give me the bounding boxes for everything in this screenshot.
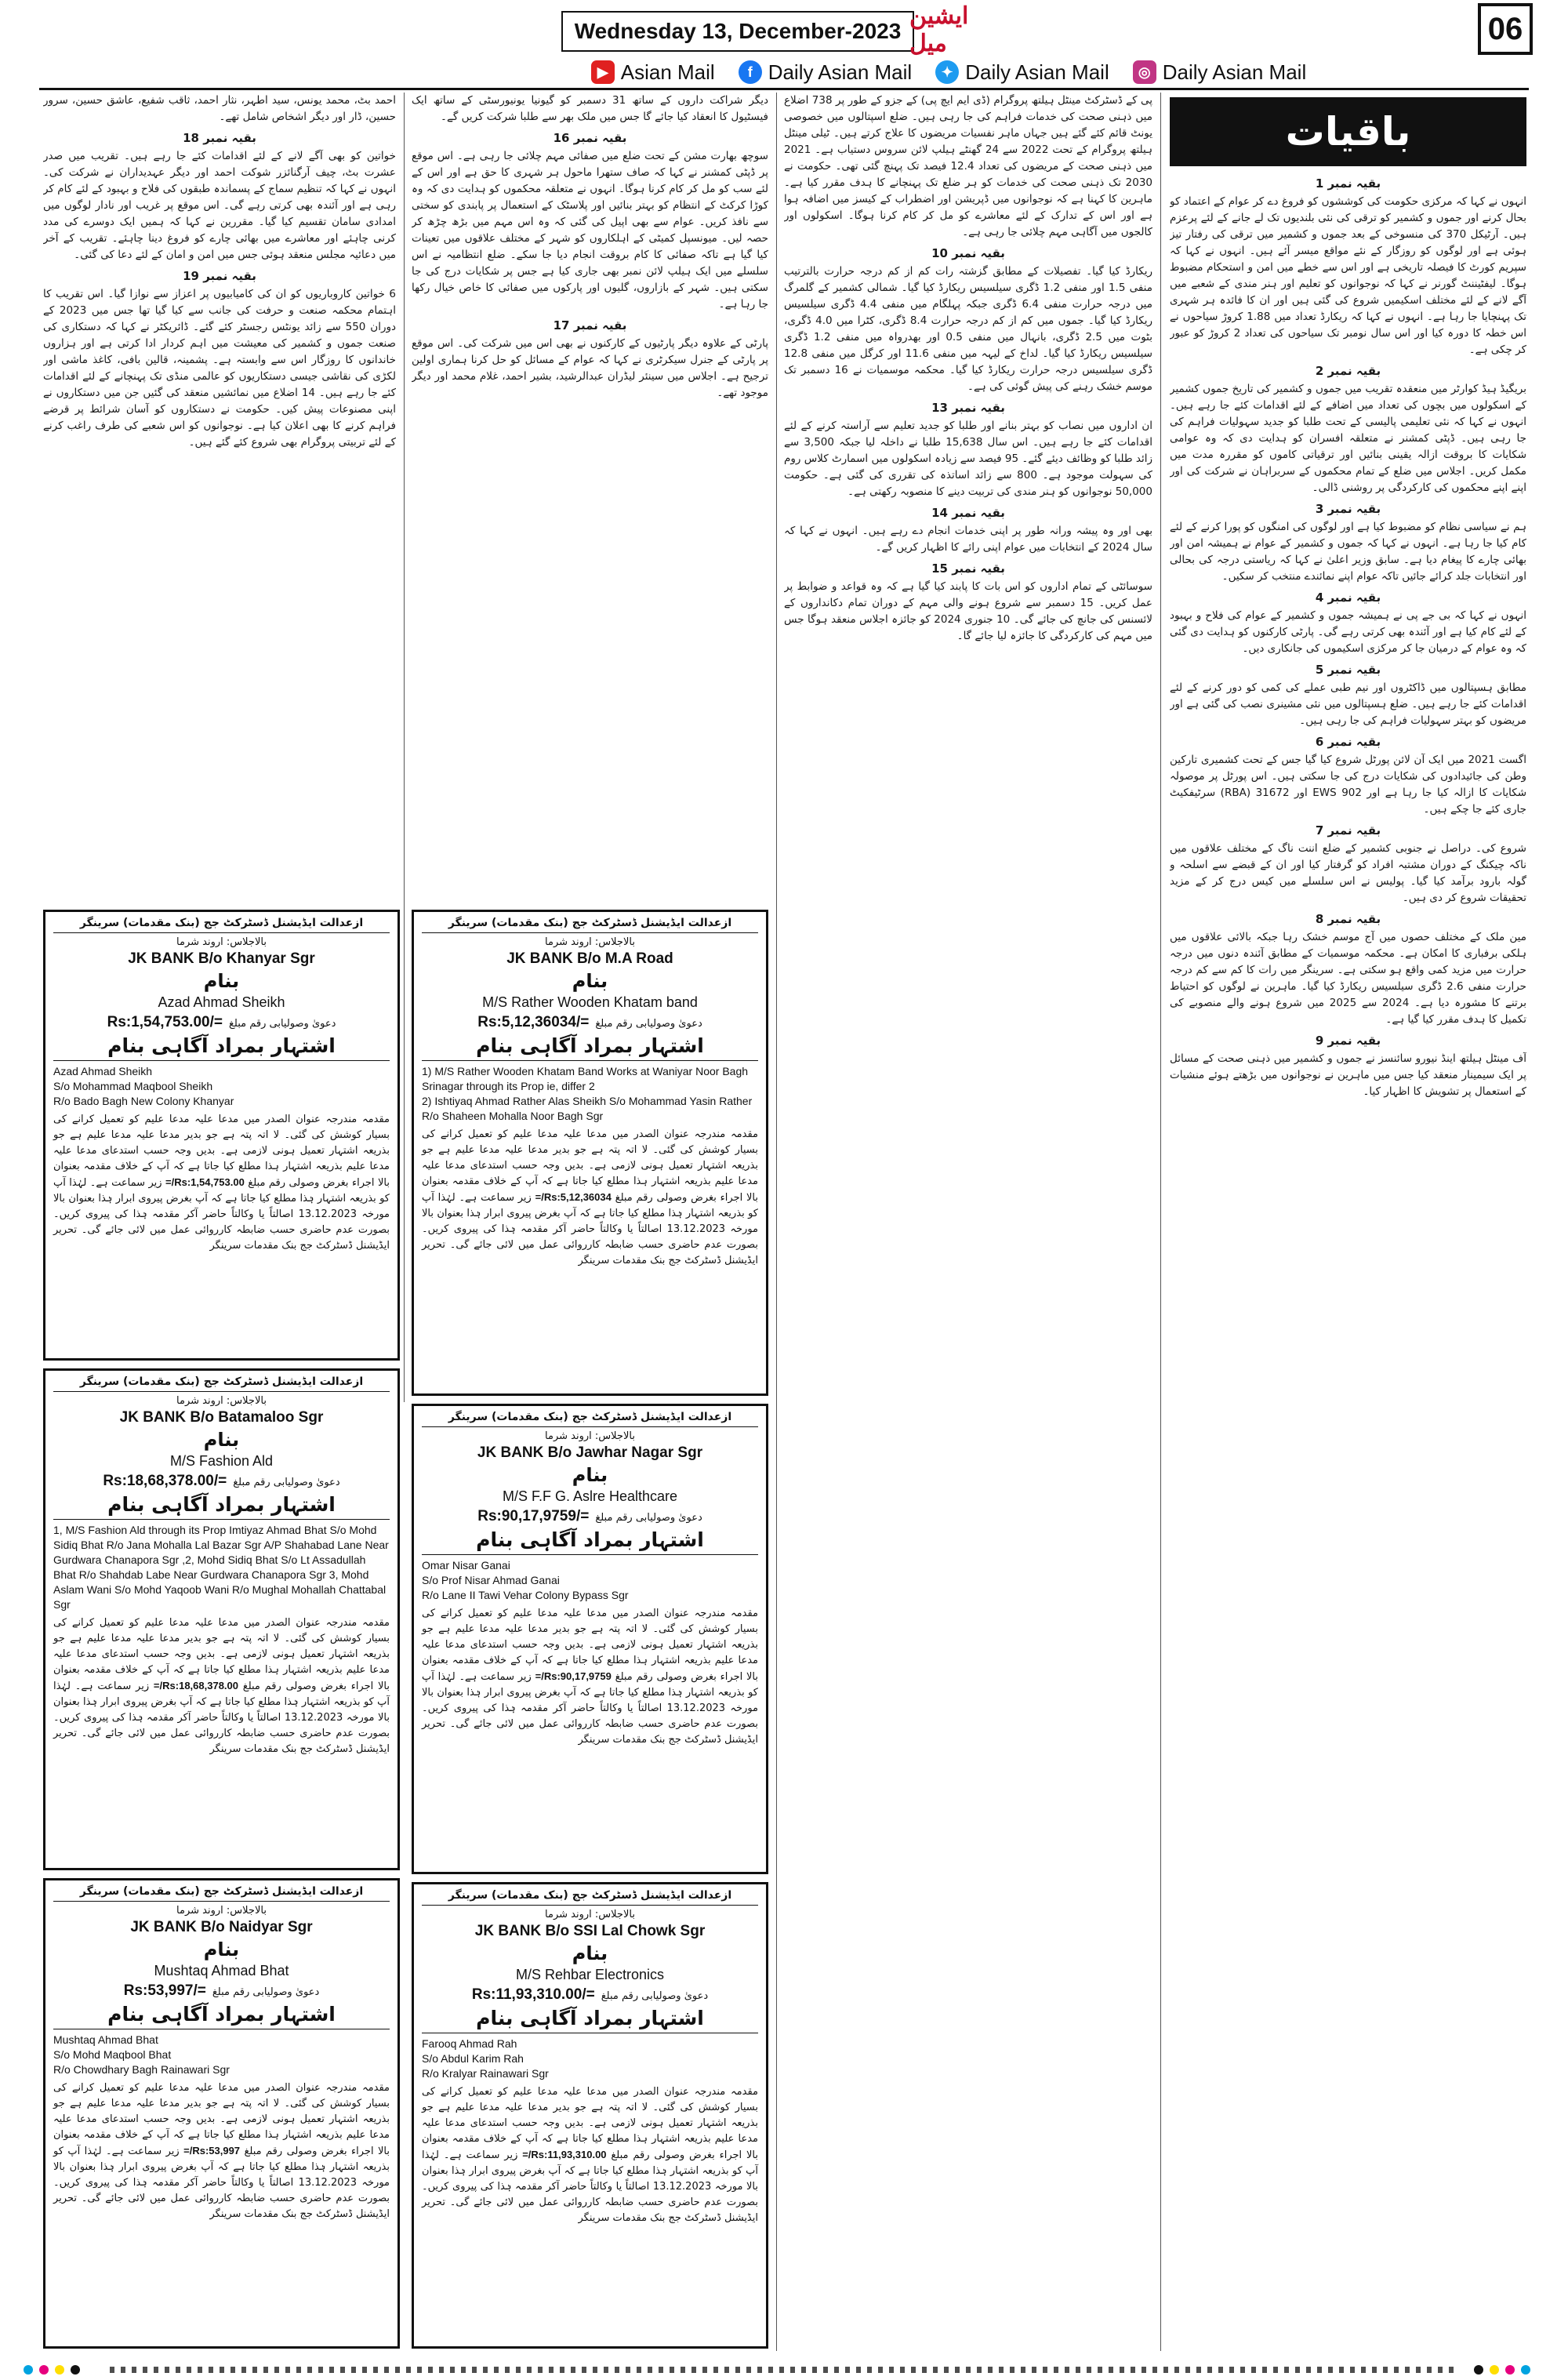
print-registration-strip <box>0 2359 1568 2380</box>
notice-claim-label: دعویٰ وصولیابی رقم مبلغ <box>212 1986 320 1998</box>
social-label: Asian Mail <box>620 60 715 84</box>
notice-body-text: مقدمہ مندرجہ عنوان الصدر میں مدعا علیہ مدعا علیم کو تعمیل کرانے کی بسیار کوشش کی گئی۔ لا اتہ پتہ ہے جو بدیر مدعا علیہ مدعا علیم ہے جو بذریعہ اشتہار تعمیل ہونی لازمی ہے۔ بدیں وجہ حسب استدعای مدعا علیہ مدعا علیم بذریعہ اشتہار ہذا مطلع کیا جاتا ہے کہ آپ کے خلاف مقدمہ بعنوان بالا اجراء بغرض وصولی رقم مبلغ <box>422 1608 758 1683</box>
notice-plaintiff: JK BANK B/o Naidyar Sgr <box>130 1919 313 1935</box>
notice-court: ازعدالت ایڈیشنل ڈسٹرکٹ جج (بنک مقدمات) سرینگر <box>422 1411 758 1427</box>
registration-mark <box>55 2365 64 2375</box>
notice-plaintiff: JK BANK B/o Jawhar Nagar Sgr <box>477 1444 703 1461</box>
notice-body <box>422 1606 758 1748</box>
column-4 <box>43 93 396 900</box>
page-number: 06 <box>1478 3 1533 55</box>
notice-plaintiff: JK BANK B/o Khanyar Sgr <box>128 950 315 967</box>
court-notice <box>412 910 768 1396</box>
article-text: ان اداروں میں نصاب کو بہتر بنانے اور طلبا کو جدید تعلیم سے آراستہ کرنے کے لئے اقدامات کئے جا رہے ہیں۔ اس سال 15,638 طلبا نے داخلہ لیا جبکہ 3,500 سے زائد طلبا کو وظائف دیئے گئے۔ 95 فیصد سے زیادہ اسکولوں میں اسمارٹ کلاس روم کی سہولت موجود ہے۔ 800 سے زائد اساتذہ کی تقرری کی گئی ہے۔ حکومت 50,000 نوجوانوں کو ہنر مندی کی تربیت دینے کا منصوبہ رکھتی ہے۔ <box>784 420 1152 498</box>
registration-mark <box>1474 2365 1483 2375</box>
masthead <box>0 0 1568 94</box>
notice-presiding: بالاجلاس: اروند شرما <box>176 1395 267 1407</box>
notice-address: Mushtaq Ahmad Bhat S/o Mohd Maqbool Bhat R/o Chowdhary Bagh Rainawari Sgr <box>53 2033 230 2076</box>
notice-claim-label: دعویٰ وصولیابی رقم مبلغ <box>595 1018 702 1030</box>
instagram-icon: ◎ <box>1133 60 1156 84</box>
notice-defendant: M/S Rehbar Electronics <box>515 1967 665 1982</box>
notice-amount: Rs:53,997/= <box>123 1982 206 1999</box>
notice-address: 1, M/S Fashion Ald through its Prop Imtiyaz Ahmad Bhat S/o Mohd Sidiq Bhat R/o Jana Mohalla Lal Bazar Sgr A/P Shahabad Lane Near Gurdwara Chanapora Sgr ,2, Mohd Sidiq Bhat S/o Lt Assadullah Bhat R/o Shahdab Labe Near Gurdwara Chanapora Sgr 3, Mohd Aslam Wani S/o Mohd Yaqoob Wani R/o Mughal Mohallah Chattabal Sgr <box>53 1524 389 1611</box>
notice-defendant: Mushtaq Ahmad Bhat <box>154 1963 289 1978</box>
column-divider <box>776 93 777 2351</box>
notice-amount: Rs:18,68,378.00/= <box>103 1473 227 1489</box>
notice-heading: اشتہار بمراد آگاہی بنام <box>53 1034 390 1061</box>
notice-claim-label: دعویٰ وصولیابی رقم مبلغ <box>601 1990 709 2002</box>
article-text: بھی اور وہ پیشہ ورانہ طور پر اپنی خدمات انجام دے رہے ہیں۔ انہوں نے کہا کہ سال 2024 کے انتخابات میں عوام اپنی رائے کا اظہار کریں گے۔ <box>784 525 1152 554</box>
social-bar <box>423 56 1474 88</box>
notice-heading: اشتہار بمراد آگاہی بنام <box>53 1493 390 1520</box>
continuation-heading: بقیہ نمبر 2 <box>1315 364 1381 378</box>
social-twitter[interactable] <box>935 60 1109 85</box>
column-2 <box>784 93 1152 2351</box>
notice-body-text: مقدمہ مندرجہ عنوان الصدر میں مدعا علیہ مدعا علیم کو تعمیل کرانے کی بسیار کوشش کی گئی۔ لا اتہ پتہ ہے جو بدیر مدعا علیہ مدعا علیم ہے جو بذریعہ اشتہار تعمیل ہونی لازمی ہے۔ بدیں وجہ حسب استدعای مدعا علیہ مدعا علیم بذریعہ اشتہار ہذا مطلع کیا جاتا ہے کہ آپ کے خلاف مقدمہ بعنوان بالا اجراء بغرض وصولی رقم مبلغ <box>53 1114 390 1189</box>
notice-presiding: بالاجلاس: اروند شرما <box>176 936 267 948</box>
continuation-heading: بقیہ نمبر 7 <box>1315 823 1381 838</box>
section-title: باقیات <box>1170 97 1526 166</box>
notice-presiding: بالاجلاس: اروند شرما <box>176 1905 267 1917</box>
continuation-heading: بقیہ نمبر 14 <box>931 506 1005 520</box>
continuation-heading: بقیہ نمبر 18 <box>183 131 256 145</box>
notice-body-text: زیر سماعت ہے۔ لہٰذا آپ کو بذریعہ اشتہار ہٰذا مطلع کیا جاتا ہے کہ آپ بغرض پیروی ابرار ہٰذا بعنوان بالا مورخہ 13.12.2023 اصالتاً یا وکالتاً حاضر آکر مقدمہ ہٰذا کی پیروی کریں۔ بصورت عدم حاضری حسب ضابطہ کارروائی عمل میں لائی جائے گی۔ تحریر ایڈیشنل ڈسٹرکٹ جج بنک مقدمات سرینگر <box>53 1177 390 1252</box>
notice-claim-label: دعویٰ وصولیابی رقم مبلغ <box>595 1512 702 1524</box>
notice-versus: بنام <box>203 1429 240 1451</box>
notice-body-text: مقدمہ مندرجہ عنوان الصدر میں مدعا علیہ مدعا علیم کو تعمیل کرانے کی بسیار کوشش کی گئی۔ لا اتہ پتہ ہے جو بدیر مدعا علیہ مدعا علیم ہے جو بذریعہ اشتہار تعمیل ہونی لازمی ہے۔ بدیں وجہ حسب استدعای مدعا علیہ مدعا علیم بذریعہ اشتہار ہذا مطلع کیا جاتا ہے کہ آپ کے خلاف مقدمہ بعنوان بالا اجراء بغرض وصولی رقم مبلغ <box>53 1617 390 1692</box>
notice-court: ازعدالت ایڈیشنل ڈسٹرکٹ جج (بنک مقدمات) سرینگر <box>53 917 390 933</box>
notice-body-text: زیر سماعت ہے۔ لہٰذا آپ کو بذریعہ اشتہار ہٰذا مطلع کیا جاتا ہے کہ آپ بغرض پیروی ابرار ہٰذا بعنوان بالا مورخہ 13.12.2023 اصالتاً یا وکالتاً حاضر آکر مقدمہ ہٰذا کی پیروی کریں۔ بصورت عدم حاضری حسب ضابطہ کارروائی عمل میں لائی جائے گی۔ تحریر ایڈیشنل ڈسٹرکٹ جج بنک مقدمات سرینگر <box>422 1192 758 1266</box>
newspaper-logo: ایشین میل <box>909 2 969 57</box>
article-text: آف مینٹل ہیلتھ اینڈ نیورو سائنسز نے جموں و کشمیر میں ذہنی صحت کے مسائل پر ایک سیمینار منعقد کیا جس میں ماہرین نے نوجوانوں میں بڑھتے ہوئے منشیات کے استعمال پر تشویش کا اظہار کیا۔ <box>1170 1052 1526 1098</box>
column-divider <box>1160 93 1161 2351</box>
registration-mark <box>71 2365 80 2375</box>
article-text: انہوں نے کہا کہ بی جے پی نے ہمیشہ جموں و کشمیر کے عوام کی فلاح و بہبود کے لئے کام کیا ہے اور آئندہ بھی کرتی رہے گی۔ پارٹی کارکنوں کو ہدایت دی گئی کہ وہ عوام کے درمیان جا کر مرکزی اسکیموں کی جانکاری دیں۔ <box>1170 609 1526 655</box>
article-text: خواتین کو بھی آگے لانے کے لئے اقدامات کئے جا رہے ہیں۔ تقریب میں صدر عشرت بٹ، چیف آرگنائزر شوکت احمد اور دیگر عہدیداران نے شرکت کی۔ انہوں نے کہا کہ تنظیم سماج کے پسماندہ طبقوں کی فلاح و بہبود کے لئے کام کر رہی ہے اور آئندہ بھی کرتی رہے گی۔ اس موقع پر غریب اور نادار لوگوں میں امدادی سامان تقسیم کیا گیا۔ مقررین نے کہا کہ ہمیں ایک دوسرے کی مدد کرنی چاہئے اور معاشرے میں بھائی چارے کو فروغ دینا چاہئے۔ تقریب کے آخر میں دعائیہ مجلس منعقد ہوئی جس میں امن و امان کے لئے دعا کی گئی۔ <box>43 150 396 261</box>
continuation-heading: بقیہ نمبر 6 <box>1315 735 1381 749</box>
notice-body-text: مقدمہ مندرجہ عنوان الصدر میں مدعا علیہ مدعا علیم کو تعمیل کرانے کی بسیار کوشش کی گئی۔ لا اتہ پتہ ہے جو بدیر مدعا علیہ مدعا علیم ہے جو بذریعہ اشتہار تعمیل ہونی لازمی ہے۔ بدیں وجہ حسب استدعای مدعا علیہ مدعا علیم بذریعہ اشتہار ہذا مطلع کیا جاتا ہے کہ آپ کے خلاف مقدمہ بعنوان بالا اجراء بغرض وصولی رقم مبلغ <box>422 2086 758 2161</box>
article-text: ہم نے سیاسی نظام کو مضبوط کیا ہے اور لوگوں کی امنگوں کو پورا کرنے کے لئے کام کیا جا رہا ہے۔ انہوں نے کہا کہ جموں و کشمیر کے عوام نے ہمیشہ امن اور بھائی چارے کا پیغام دیا ہے۔ سابق وزیر اعلیٰ نے کہا کہ ریاستی درجہ کی بحالی اور انتخابات جلد کرائے جائیں تاکہ عوام اپنے نمائندے منتخب کر سکیں۔ <box>1170 521 1526 583</box>
notice-claim <box>422 1508 758 1525</box>
notice-amount: Rs:11,93,310.00/= <box>471 1986 595 2003</box>
continuation-heading: بقیہ نمبر 10 <box>931 246 1005 260</box>
notice-defendant: M/S Rather Wooden Khatam band <box>482 994 698 1010</box>
article-text: احمد بٹ، محمد یونس، سید اطہر، نثار احمد، ثاقب شفیع، عاشق حسین، سرور حسین، ڈار اور دیگر اشخاص شامل تھے۔ <box>43 94 396 123</box>
notice-address: Farooq Ahmad Rah S/o Abdul Karim Rah R/o Kralyar Rainawari Sgr <box>422 2037 549 2080</box>
continuation-heading: بقیہ نمبر 16 <box>553 131 627 145</box>
notice-defendant: M/S Fashion Ald <box>169 1453 274 1469</box>
notice-amount: Rs:5,12,36034/= <box>477 1014 590 1030</box>
notice-versus: بنام <box>203 970 240 992</box>
continuation-heading: بقیہ نمبر 19 <box>183 269 256 283</box>
facebook-icon: f <box>739 60 762 84</box>
notice-body-text: زیر سماعت ہے۔ لہٰذا آپ کو بذریعہ اشتہار ہٰذا مطلع کیا جاتا ہے کہ آپ بغرض پیروی ابرار ہٰذا بعنوان بالا مورخہ 13.12.2023 اصالتاً یا وکالتاً حاضر آکر مقدمہ ہٰذا کی پیروی کریں۔ بصورت عدم حاضری حسب ضابطہ کارروائی عمل میں لائی جائے گی۔ تحریر ایڈیشنل ڈسٹرکٹ جج بنک مقدمات سرینگر <box>422 2149 758 2224</box>
article-text: مین ملک کے مختلف حصوں میں آج موسم خشک رہا جبکہ بالائی علاقوں میں ہلکی برفباری کا امکان ہے۔ محکمہ موسمیات کے مطابق آئندہ دنوں میں درجہ حرارت میں مزید کمی واقع ہو سکتی ہے۔ سرینگر میں رات کا کم سے کم درجہ حرارت منفی 2.6 ڈگری سیلسیس ریکارڈ کیا گیا۔ ماہرین نے لوگوں کو احتیاط برتنے کا مشورہ دیا ہے۔ 2024 سے 2025 میں شروع ہونے والے منصوبے کی تکمیل کا ہدف مقرر کیا گیا ہے۔ <box>1170 931 1526 1026</box>
notice-amount-repeat: Rs:5,12,36034/= <box>535 1191 612 1203</box>
notice-court: ازعدالت ایڈیشنل ڈسٹرکٹ جج (بنک مقدمات) سرینگر <box>422 1889 758 1906</box>
notice-defendant: M/S F.F G. Aslre Healthcare <box>502 1488 678 1504</box>
court-notice <box>412 1404 768 1874</box>
notice-claim <box>53 1473 390 1490</box>
notice-address: Omar Nisar Ganai S/o Prof Nisar Ahmad Ganai R/o Lane II Tawi Vehar Colony Bypass Sgr <box>422 1559 629 1601</box>
youtube-icon: ▶ <box>591 60 615 84</box>
notice-body <box>53 1615 390 1757</box>
notice-amount-repeat: Rs:11,93,310.00/= <box>522 2149 607 2160</box>
column-divider <box>404 93 405 1402</box>
notice-body <box>422 1127 758 1269</box>
notice-court: ازعدالت ایڈیشنل ڈسٹرکٹ جج (بنک مقدمات) سرینگر <box>422 917 758 933</box>
issue-date: Wednesday 13, December-2023 <box>561 11 914 52</box>
notice-amount-repeat: Rs:1,54,753.00/= <box>165 1176 245 1188</box>
social-instagram[interactable] <box>1133 60 1307 85</box>
notice-amount-repeat: Rs:53,997/= <box>183 2145 241 2157</box>
article-text: سوسائٹی کے تمام اداروں کو اس بات کا پابند کیا گیا ہے کہ وہ قواعد و ضوابط پر عمل کریں۔ 15 دسمبر سے شروع ہونے والی مہم کے دوران تمام دکانداروں کے لائسنس کی جانچ کی جائے گی۔ 10 جنوری 2024 کو جائزہ اجلاس منعقد ہوگا جس میں مہم کی کارکردگی کا جائزہ لیا جائے گا۔ <box>784 580 1152 642</box>
notice-body <box>53 2080 390 2222</box>
notice-body-text: زیر سماعت ہے۔ لہٰذا آپ کو بذریعہ اشتہار ہٰذا مطلع کیا جاتا ہے کہ آپ بغرض پیروی ابرار ہٰذا بعنوان بالا مورخہ 13.12.2023 اصالتاً یا وکالتاً حاضر آکر مقدمہ ہٰذا کی پیروی کریں۔ بصورت عدم حاضری حسب ضابطہ کارروائی عمل میں لائی جائے گی۔ تحریر ایڈیشنل ڈسٹرکٹ جج بنک مقدمات سرینگر <box>53 2146 390 2220</box>
article-text: سوچھ بھارت مشن کے تحت ضلع میں صفائی مہم چلائی جا رہی ہے۔ اس موقع پر ڈپٹی کمشنر نے کہا کہ صاف ستھرا ماحول ہر شہری کا حق ہے اور اس کے لئے سب کو مل کر کام کرنا ہوگا۔ انہوں نے متعلقہ محکموں کو ہدایت دی کہ وہ کوڑا کرکٹ کے انتظام کو بہتر بنائیں اور پلاسٹک کے استعمال پر پابندی کو سختی سے نافذ کریں۔ عوام سے بھی اپیل کی گئی کہ وہ اس مہم میں بڑھ چڑھ کر حصہ لیں۔ میونسپل کمیٹی کے اہلکاروں کو شہر کے مختلف علاقوں میں تعینات کیا گیا ہے تاکہ صفائی کا کام بروقت انجام دیا جا سکے۔ ضلع انتظامیہ نے اس سلسلے میں ایک ہیلپ لائن نمبر بھی جاری کیا ہے جس پر شکایات درج کی جا سکتی ہیں۔ شہر کے بازاروں، گلیوں اور پارکوں میں صفائی کا خاص خیال رکھا جا رہا ہے۔ <box>412 150 768 311</box>
social-youtube[interactable] <box>591 60 715 85</box>
continuation-heading: بقیہ نمبر 17 <box>553 318 627 332</box>
registration-mark <box>1505 2365 1515 2375</box>
notice-heading: اشتہار بمراد آگاہی بنام <box>422 1528 758 1555</box>
article-text: اگست 2021 میں ایک آن لائن پورٹل شروع کیا گیا جس کے تحت کشمیری تارکین وطن کی جائیدادوں کی شکایات درج کی جا سکتی ہیں۔ اس پورٹل پر موصولہ شکایات کا ازالہ کیا جا رہا ہے اور 902 EWS اور 31672 (RBA) سرٹیفکیٹ جاری کئے جا چکے ہیں۔ <box>1170 754 1526 816</box>
column-1 <box>1170 171 1526 2351</box>
notice-amount-repeat: Rs:90,17,9759/= <box>535 1670 612 1682</box>
notice-address: Azad Ahmad Sheikh S/o Mohammad Maqbool Sheikh R/o Bado Bagh New Colony Khanyar <box>53 1065 234 1107</box>
notice-claim-label: دعویٰ وصولیابی رقم مبلغ <box>228 1018 336 1030</box>
notice-body-text: زیر سماعت ہے۔ لہٰذا آپ کو بذریعہ اشتہار ہٰذا مطلع کیا جاتا ہے کہ آپ بغرض پیروی ابرار ہٰذا بعنوان بالا مورخہ 13.12.2023 اصالتاً یا وکالتاً حاضر آکر مقدمہ ہٰذا کی پیروی کریں۔ بصورت عدم حاضری حسب ضابطہ کارروائی عمل میں لائی جائے گی۔ تحریر ایڈیشنل ڈسٹرکٹ جج بنک مقدمات سرینگر <box>422 1671 758 1746</box>
registration-mark <box>1490 2365 1499 2375</box>
notice-claim <box>422 1986 758 2004</box>
notice-presiding: بالاجلاس: اروند شرما <box>545 1909 635 1920</box>
continuation-heading: بقیہ نمبر 15 <box>931 561 1005 576</box>
social-label: Daily Asian Mail <box>768 60 913 84</box>
notice-versus: بنام <box>572 1942 608 1964</box>
notice-versus: بنام <box>203 1939 240 1960</box>
continuation-heading: بقیہ نمبر 5 <box>1315 663 1381 677</box>
article-text: پارٹی کے علاوہ دیگر پارٹیوں کے کارکنوں نے بھی اس میں شرکت کی۔ اس موقع پر پارٹی کے جنرل سیکرٹری نے کہا کہ عوام کے مسائل کو حل کرنا ہماری اولین ترجیح ہے۔ اجلاس میں سینئر لیڈران عبدالرشید، بشیر احمد، غلام محمد اور دیگر موجود تھے۔ <box>412 337 768 399</box>
social-label: Daily Asian Mail <box>965 60 1109 84</box>
registration-mark <box>24 2365 33 2375</box>
notice-body-text: زیر سماعت ہے۔ لہٰذا آپ کو بذریعہ اشتہار ہٰذا مطلع کیا جاتا ہے کہ آپ بغرض پیروی ابرار ہٰذا بعنوان بالا مورخہ 13.12.2023 اصالتاً یا وکالتاً حاضر آکر مقدمہ ہٰذا کی پیروی کریں۔ بصورت عدم حاضری حسب ضابطہ کارروائی عمل میں لائی جائے گی۔ تحریر ایڈیشنل ڈسٹرکٹ جج بنک مقدمات سرینگر <box>53 1681 390 1755</box>
continuation-heading: بقیہ نمبر 13 <box>931 401 1005 415</box>
notice-court: ازعدالت ایڈیشنل ڈسٹرکٹ جج (بنک مقدمات) سرینگر <box>53 1885 390 1902</box>
article-text: 6 خواتین کاروباریوں کو ان کی کامیابیوں پر اعزاز سے نوازا گیا۔ اس تقریب کا اہتمام محکمہ صنعت و حرفت کی جانب سے کیا گیا تھا جس میں 2023 کے دوران 550 سے زائد یونٹس رجسٹر کئے گئے۔ ڈائریکٹر نے کہا کہ دستکاری کی صنعت جموں و کشمیر کی معیشت میں اہم کردار ادا کرتی ہے اور ہزاروں خاندانوں کا روزگار اس سے وابستہ ہے۔ پشمینہ، قالین بافی، کاغذ ماشی اور لکڑی کی نقاشی جیسی دستکاریوں کو عالمی منڈی تک پہنچانے کے لئے اقدامات کئے جا رہے ہیں۔ 14 اضلاع میں نمائشیں منعقد کی گئیں جن میں دستکاروں نے اپنی مصنوعات پیش کیں۔ حکومت نے دستکاروں کو آسان شرائط پر قرضے فراہم کرنے کا بھی اعلان کیا ہے۔ نوجوانوں کو اس شعبے کی طرف راغب کرنے کے لئے تربیتی پروگرام بھی شروع کئے گئے ہیں۔ <box>43 288 396 449</box>
article-text: دیگر شراکت داروں کے ساتھ 31 دسمبر کو گیونیا یونیورسٹی کے ساتھ ایک فیسٹیول کا انعقاد کیا جائے گا جس میں ملک بھر سے طلبا شرکت کریں گے۔ <box>412 94 768 123</box>
notice-versus: بنام <box>572 1464 608 1486</box>
notice-amount-repeat: Rs:18,68,378.00/= <box>153 1680 238 1691</box>
notice-versus: بنام <box>572 970 608 992</box>
continuation-heading: بقیہ نمبر 4 <box>1315 590 1381 605</box>
notice-claim <box>422 1014 758 1031</box>
continuation-heading: بقیہ نمبر 1 <box>1315 176 1381 191</box>
article-text: شروع کی۔ دراصل نے جنوبی کشمیر کے ضلع اننت ناگ کے مختلف علاقوں میں ناکہ چیکنگ کے دوران مشتبہ افراد کو گرفتار کیا اور ان کے قبضے سے اسلحہ و گولہ بارود برآمد کیا گیا۔ پولیس نے اس سلسلے میں کیس درج کر کے مزید تحقیقات شروع کر دی ہیں۔ <box>1170 842 1526 904</box>
notice-heading: اشتہار بمراد آگاہی بنام <box>422 1034 758 1061</box>
notice-plaintiff: JK BANK B/o SSI Lal Chowk Sgr <box>474 1923 706 1939</box>
article-text: بریگیڈ ہیڈ کوارٹر میں منعقدہ تقریب میں جموں و کشمیر کی تاریخ جموں کشمیر کے اسکولوں میں بچوں کی تعداد میں اضافے کے لئے اقدامات کئے جا رہے ہیں۔ انہوں نے کہا کہ نئی تعلیمی پالیسی کے تحت طلبا کو جدید سہولیات فراہم کی جا رہی ہیں۔ ڈپٹی کمشنر نے متعلقہ افسران کو ہدایت دی کہ وہ عوامی شکایات کا بروقت ازالہ یقینی بنائیں اور ترقیاتی کاموں کو مقررہ مدت میں مکمل کریں۔ اجلاس میں ضلع کے تمام محکموں کے سربراہان نے شرکت کی اور اپنے اپنے محکموں کی کارکردگی پر روشنی ڈالی۔ <box>1170 383 1526 494</box>
notice-presiding: بالاجلاس: اروند شرما <box>545 1430 635 1442</box>
court-notice <box>43 1878 400 2349</box>
notice-body <box>422 2084 758 2226</box>
notice-court: ازعدالت ایڈیشنل ڈسٹرکٹ جج (بنک مقدمات) سرینگر <box>53 1375 390 1392</box>
registration-mark <box>39 2365 49 2375</box>
twitter-icon: ✦ <box>935 60 959 84</box>
article-text: پی کے ڈسٹرکٹ مینٹل ہیلتھ پروگرام (ڈی ایم ایچ پی) کے جزو کے طور پر 738 اضلاع میں ذہنی صحت کی خدمات فراہم کی جا رہی ہیں۔ ضلع اسپتالوں میں خصوصی یونٹ قائم کئے گئے ہیں جہاں ماہر نفسیات مریضوں کا علاج کرتے ہیں۔ ٹیلی مینٹل ہیلتھ پروگرام کے تحت 2022 سے 24 گھنٹے ہیلپ لائن سروس دستیاب ہے۔ 2021 میں ذہنی صحت کے مریضوں کی تعداد 12.4 فیصد تک پہنچ گئی تھی۔ حکومت نے 2030 تک ذہنی صحت کی خدمات کو ہر ضلع تک پہنچانے کا ہدف مقرر کیا ہے۔ ماہرین کا کہنا ہے کہ نوجوانوں میں ڈپریشن اور اضطراب کے کیسز میں اضافہ ہوا ہے اور اس کے تدارک کے لئے معاشرے کو مل کر کام کرنا ہوگا۔ اسکولوں اور کالجوں میں آگاہی مہم چلائی جا رہی ہے۔ <box>784 94 1152 238</box>
social-facebook[interactable] <box>739 60 913 85</box>
article-text: مطابق ہسپتالوں میں ڈاکٹروں اور نیم طبی عملے کی کمی کو دور کرنے کے لئے اقدامات کئے جا رہے ہیں۔ ضلع ہسپتالوں میں نئی مشینری نصب کی گئی ہے اور مریضوں کو بہتر سہولیات فراہم کی جا رہی ہیں۔ <box>1170 681 1526 727</box>
notice-body <box>53 1112 390 1254</box>
notice-amount: Rs:90,17,9759/= <box>477 1508 590 1524</box>
continuation-heading: بقیہ نمبر 9 <box>1315 1034 1381 1048</box>
masthead-rule <box>39 88 1529 90</box>
notice-plaintiff: JK BANK B/o M.A Road <box>506 950 673 967</box>
registration-dots <box>110 2367 1458 2373</box>
notice-presiding: بالاجلاس: اروند شرما <box>545 936 635 948</box>
notice-address: 1) M/S Rather Wooden Khatam Band Works at Waniyar Noor Bagh Srinagar through its Prop ie, differ 2 2) Ishtiyaq Ahmad Rather Alas Sheikh S/o Mohammad Yasin Rather R/o Shaheen Mohalla Noor Bagh Sgr <box>422 1065 753 1122</box>
notice-heading: اشتہار بمراد آگاہی بنام <box>53 2003 390 2029</box>
notice-defendant: Azad Ahmad Sheikh <box>158 994 285 1010</box>
court-notice <box>43 910 400 1361</box>
notice-body-text: مقدمہ مندرجہ عنوان الصدر میں مدعا علیہ مدعا علیم کو تعمیل کرانے کی بسیار کوشش کی گئی۔ لا اتہ پتہ ہے جو بدیر مدعا علیہ مدعا علیم ہے جو بذریعہ اشتہار تعمیل ہونی لازمی ہے۔ بدیں وجہ حسب استدعای مدعا علیہ مدعا علیم بذریعہ اشتہار ہذا مطلع کیا جاتا ہے کہ آپ کے خلاف مقدمہ بعنوان بالا اجراء بغرض وصولی رقم مبلغ <box>53 2082 390 2157</box>
continuation-heading: بقیہ نمبر 8 <box>1315 912 1381 926</box>
notice-claim <box>53 1982 390 2000</box>
notice-plaintiff: JK BANK B/o Batamaloo Sgr <box>119 1409 324 1426</box>
article-text: ریکارڈ کیا گیا۔ تفصیلات کے مطابق گزشتہ رات کم از کم درجہ حرارت بالترتیب منفی 1.5 اور منفی 1.2 ڈگری سیلسیس ریکارڈ کیا گیا۔ شمالی کشمیر کے گلمرگ میں درجہ حرارت منفی 6.4 ڈگری جبکہ پہلگام میں منفی 4.4 ڈگری سیلسیس ریکارڈ کیا گیا۔ جموں میں کم از کم درجہ حرارت 8.4 ڈگری، کٹرا میں 4.0 ڈگری، بٹوت میں 2.5 ڈگری، بانہال میں منفی 0.5 اور بھدرواہ میں منفی 1.2 ڈگری سیلسیس ریکارڈ کیا گیا۔ لداخ کے لیہہ میں منفی 11.6 اور کرگل میں منفی 12.8 ڈگری سیلسیس درجہ حرارت ریکارڈ کیا گیا۔ محکمہ موسمیات نے 16 دسمبر تک موسم خشک رہنے کی پیش گوئی کی ہے۔ <box>784 265 1152 393</box>
social-label: Daily Asian Mail <box>1162 60 1307 84</box>
notice-claim <box>53 1014 390 1031</box>
notice-amount: Rs:1,54,753.00/= <box>107 1014 223 1030</box>
notice-heading: اشتہار بمراد آگاہی بنام <box>422 2007 758 2033</box>
court-notice <box>412 1882 768 2349</box>
notice-body-text: مقدمہ مندرجہ عنوان الصدر میں مدعا علیہ مدعا علیم کو تعمیل کرانے کی بسیار کوشش کی گئی۔ لا اتہ پتہ ہے جو بدیر مدعا علیہ مدعا علیم ہے جو بذریعہ اشتہار تعمیل ہونی لازمی ہے۔ بدیں وجہ حسب استدعای مدعا علیہ مدعا علیم بذریعہ اشتہار ہذا مطلع کیا جاتا ہے کہ آپ کے خلاف مقدمہ بعنوان بالا اجراء بغرض وصولی رقم مبلغ <box>422 1128 758 1204</box>
registration-mark <box>1521 2365 1530 2375</box>
article-text: انہوں نے کہا کہ مرکزی حکومت کی کوششوں کو فروغ دے کر عوام کے اعتماد کو بحال کرنے اور جموں و کشمیر کو ترقی کی نئی بلندیوں تک لے جانے کے لئے پرعزم ہیں۔ آرٹیکل 370 کی منسوخی کے بعد جموں و کشمیر میں ترقی کی رفتار تیز ہوئی ہے اور لوگوں کو روزگار کے نئے مواقع میسر آئے ہیں۔ انہوں نے کہا کہ سپریم کورٹ کا فیصلہ تاریخی ہے اور اس سے خطے میں امن و استحکام مضبوط ہوگا۔ لیفٹیننٹ گورنر نے کہا کہ نوجوانوں کو تعلیم اور ہنر مندی کے شعبے میں آگے لانے کے لئے مختلف اسکیمیں شروع کی گئی ہیں اور ان کا فائدہ ہر شہری تک پہنچایا جا رہا ہے۔ انہوں نے کہا کہ ریکارڈ تعداد میں 1.88 کروڑ سیاحوں نے اس خطہ کا دورہ کیا اور اس سال نومبر تک سیاحوں کی تعداد 2 کروڑ کو عبور کر چکی ہے۔ <box>1170 195 1526 356</box>
continuation-heading: بقیہ نمبر 3 <box>1315 502 1381 516</box>
court-notice <box>43 1368 400 1870</box>
notice-claim-label: دعویٰ وصولیابی رقم مبلغ <box>233 1477 340 1488</box>
